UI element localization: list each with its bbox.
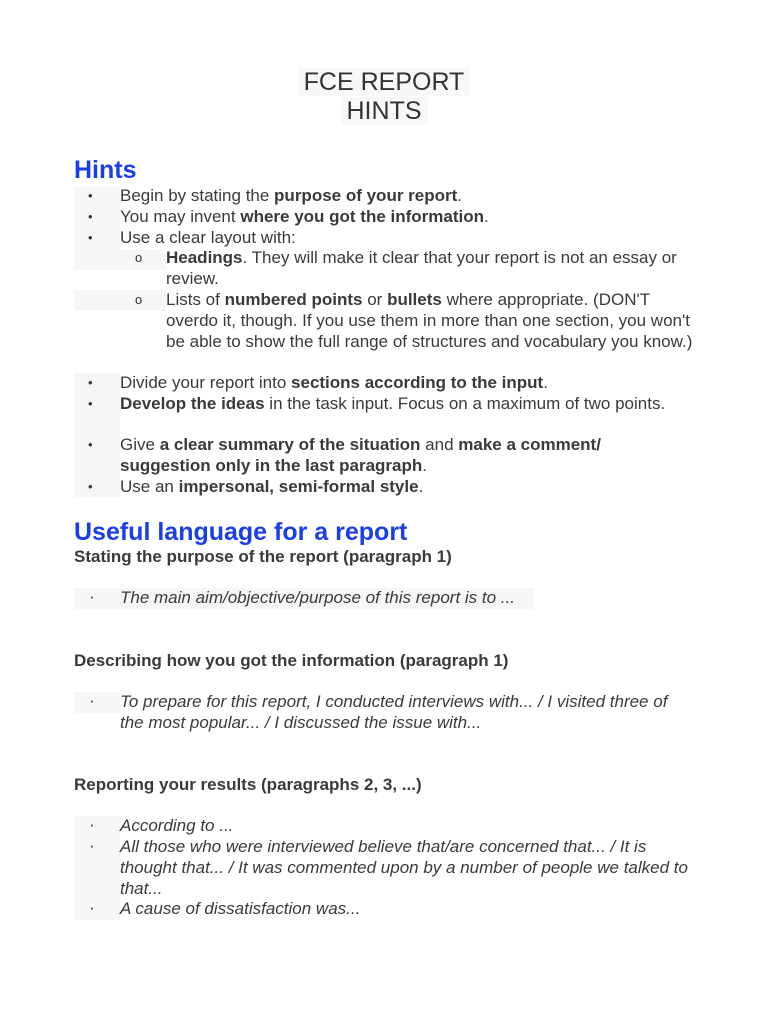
bullet-icon: · bbox=[89, 898, 95, 917]
circle-bullet-icon: o bbox=[135, 292, 143, 307]
phrase-item: The main aim/objective/purpose of this report is to ... bbox=[120, 588, 515, 607]
bullet-gutter-shade bbox=[74, 373, 120, 497]
doc-title-line2: HINTS bbox=[0, 97, 768, 126]
section-title-results: Reporting your results (paragraphs 2, 3, ...) bbox=[74, 775, 422, 794]
bullet-icon: · bbox=[89, 587, 95, 606]
bullet-icon: • bbox=[88, 396, 93, 411]
bullet-icon: · bbox=[89, 691, 95, 710]
bullet-gutter-shade bbox=[74, 290, 166, 311]
phrase-item: According to ... bbox=[120, 816, 234, 835]
hint-item: Use a clear layout with: bbox=[120, 228, 296, 247]
hint-item: Use an impersonal, semi-formal style. bbox=[120, 477, 424, 496]
hint-item: Divide your report into sections according to the input. bbox=[120, 373, 548, 392]
bullet-icon: • bbox=[88, 437, 93, 452]
bullet-icon: • bbox=[88, 479, 93, 494]
bullet-gutter-shade bbox=[74, 249, 166, 270]
phrase-item: A cause of dissatisfaction was... bbox=[120, 899, 361, 918]
hint-subitem: Headings. They will make it clear that your report is not an essay or review. bbox=[166, 248, 677, 288]
bullet-icon: · bbox=[89, 815, 95, 834]
hint-subitem: Lists of numbered points or bullets where appropriate. (DON'T overdo it, though. If you use them in more than one section, you won't be able to show the full range of structures and vocabulary you know.) bbox=[166, 290, 693, 351]
hint-item: Develop the ideas in the task input. Focus on a maximum of two points. bbox=[120, 394, 666, 413]
bullet-icon: • bbox=[88, 375, 93, 390]
doc-title-line1: FCE REPORT bbox=[0, 68, 768, 97]
section-title-purpose: Stating the purpose of the report (paragraph 1) bbox=[74, 547, 452, 566]
bullet-gutter-shade bbox=[74, 816, 120, 920]
bullet-gutter-shade bbox=[74, 187, 120, 249]
section-title-info: Describing how you got the information (paragraph 1) bbox=[74, 651, 509, 670]
hints-heading: Hints bbox=[74, 156, 137, 184]
phrase-item: To prepare for this report, I conducted interviews with... / I visited three of the most popular... / I discussed the issue with... bbox=[120, 692, 668, 732]
bullet-icon: • bbox=[88, 209, 93, 224]
bullet-icon: • bbox=[88, 230, 93, 245]
useful-language-heading: Useful language for a report bbox=[74, 518, 408, 546]
hint-item: Begin by stating the purpose of your report. bbox=[120, 186, 463, 205]
circle-bullet-icon: o bbox=[135, 250, 143, 265]
bullet-icon: • bbox=[88, 188, 93, 203]
bullet-icon: · bbox=[89, 836, 95, 855]
bullet-gutter-shade bbox=[74, 692, 120, 713]
phrase-item: All those who were interviewed believe that/are concerned that... / It is thought that... / It was commented upon by a number of people we talked to that... bbox=[120, 837, 688, 898]
hint-item: You may invent where you got the information. bbox=[120, 207, 489, 226]
hint-item: Give a clear summary of the situation and make a comment/ suggestion only in the last paragraph. bbox=[120, 435, 601, 475]
